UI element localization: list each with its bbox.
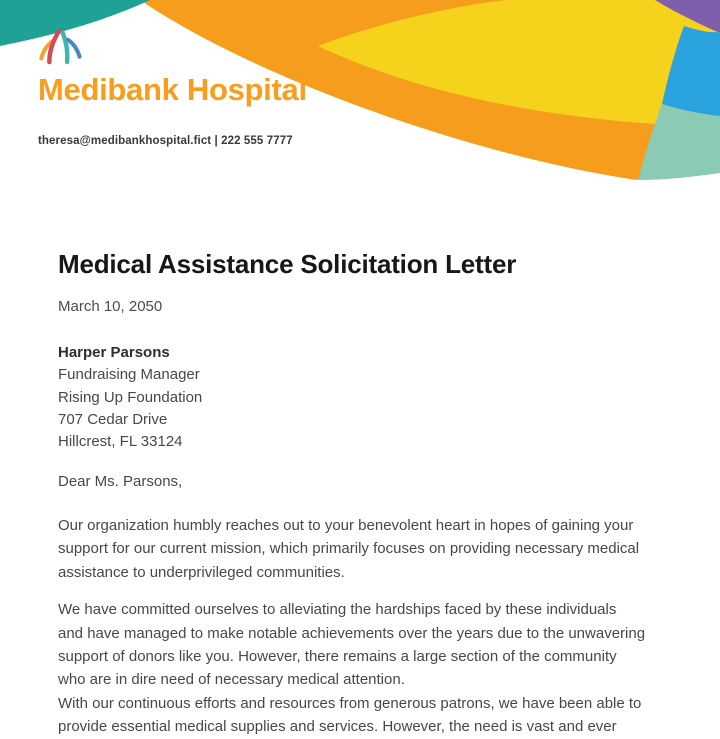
paragraph-3 bbox=[58, 692, 678, 739]
brand-name: Medibank Hospital bbox=[38, 72, 307, 107]
paragraph-line: who are in dire need of necessary medical attention. bbox=[58, 671, 405, 689]
paragraph-line: With our continuous efforts and resources from generous patrons, we have been able to bbox=[58, 694, 642, 712]
letter-body bbox=[58, 250, 678, 739]
paragraph-1 bbox=[58, 514, 678, 584]
header-wave-art bbox=[0, 0, 720, 230]
paragraph-line: support for our current mission, which primarily focuses on providing necessary medical bbox=[58, 540, 640, 558]
contact-info: theresa@medibankhospital.fict | 222 555 7777 bbox=[38, 135, 293, 147]
recipient-address-line1: 707 Cedar Drive bbox=[58, 410, 168, 428]
paragraph-line: Our organization humbly reaches out to your benevolent heart in hopes of gaining your bbox=[58, 516, 634, 534]
salutation: Dear Ms. Parsons, bbox=[58, 473, 183, 491]
paragraph-line: We have committed ourselves to alleviating the hardships faced by these individuals bbox=[58, 601, 617, 619]
paragraph-2 bbox=[58, 598, 678, 692]
recipient-organization: Rising Up Foundation bbox=[58, 388, 203, 406]
medibank-logo-icon bbox=[36, 26, 84, 66]
recipient-address-line2: Hillcrest, FL 33124 bbox=[58, 433, 183, 451]
paragraph-line: provide essential medical supplies and services. However, the need is vast and ever bbox=[58, 718, 617, 736]
paragraph-line: support of donors like you. However, there remains a large section of the community bbox=[58, 647, 617, 665]
recipient-block bbox=[58, 342, 678, 453]
recipient-name: Harper Parsons bbox=[58, 344, 170, 361]
recipient-job-title: Fundraising Manager bbox=[58, 366, 200, 384]
letter-title: Medical Assistance Solicitation Letter bbox=[58, 249, 517, 279]
paragraph-line: and have managed to make notable achievements over the years due to the unwavering bbox=[58, 624, 646, 642]
letter-date: March 10, 2050 bbox=[58, 298, 163, 315]
paragraph-line: assistance to underprivileged communities. bbox=[58, 563, 345, 581]
